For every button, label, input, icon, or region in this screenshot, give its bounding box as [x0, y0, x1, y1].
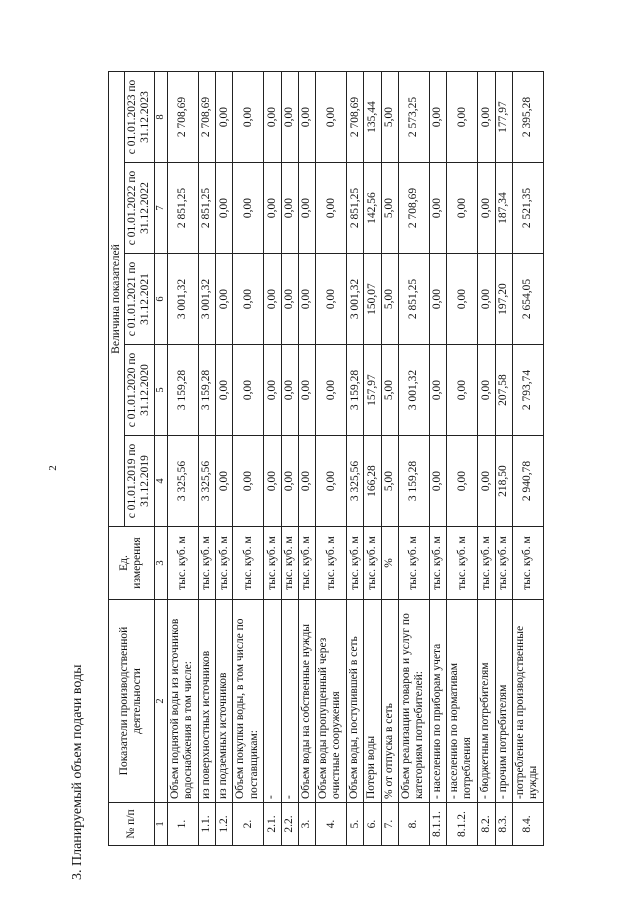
- column-index: 6: [154, 254, 167, 345]
- value-cell: 0,00: [264, 436, 281, 527]
- value-cell: 3 325,56: [347, 436, 364, 527]
- value-cell: 0,00: [281, 436, 298, 527]
- value-cell: 142,56: [364, 163, 381, 254]
- indicator-name: Потери воды: [364, 600, 381, 803]
- indicator-name: Объем воды, поступившей в сеть: [347, 600, 364, 803]
- table-row: [381, 72, 398, 846]
- indicator-name: Объем покупки воды, в том числе по поставщикам:: [233, 600, 264, 803]
- page-number: 2: [46, 465, 59, 471]
- unit-cell: тыс. куб. м: [447, 527, 478, 600]
- value-cell: 0,00: [447, 436, 478, 527]
- value-cell: 2 851,25: [347, 163, 364, 254]
- value-cell: 3 159,28: [167, 345, 198, 436]
- value-cell: 0,00: [216, 345, 233, 436]
- unit-cell: тыс. куб. м: [233, 527, 264, 600]
- table-row: [316, 72, 347, 846]
- value-cell: 0,00: [264, 72, 281, 163]
- value-cell: 3 159,28: [198, 345, 215, 436]
- table-row: [495, 72, 512, 846]
- indicator-name: - прочим потребителям: [495, 600, 512, 803]
- indicator-name: - населению по нормативам потребления: [447, 600, 478, 803]
- value-cell: 0,00: [478, 436, 495, 527]
- row-number: 8.1.1.: [429, 803, 446, 846]
- value-cell: 0,00: [447, 163, 478, 254]
- value-cell: 0,00: [281, 345, 298, 436]
- column-index: 8: [154, 72, 167, 163]
- value-cell: 0,00: [429, 345, 446, 436]
- value-cell: 0,00: [281, 163, 298, 254]
- indicator-name: Объем поднятой воды из источников водоснабжения в том числе:: [167, 600, 198, 803]
- value-cell: 5,00: [381, 436, 398, 527]
- value-cell: 150,07: [364, 254, 381, 345]
- value-cell: 0,00: [447, 345, 478, 436]
- value-cell: 197,20: [495, 254, 512, 345]
- value-cell: 3 001,32: [347, 254, 364, 345]
- table-row: [364, 72, 381, 846]
- value-cell: 5,00: [381, 345, 398, 436]
- value-cell: 0,00: [429, 254, 446, 345]
- rotated-table-container: [108, 72, 544, 846]
- row-number: 1.1.: [198, 803, 215, 846]
- value-cell: 0,00: [298, 163, 315, 254]
- row-number: 2.1.: [264, 803, 281, 846]
- unit-cell: тыс. куб. м: [216, 527, 233, 600]
- table-row: [429, 72, 446, 846]
- indicator-name: -потребление на производственные нужды: [512, 600, 543, 803]
- value-cell: 187,34: [495, 163, 512, 254]
- unit-cell: тыс. куб. м: [298, 527, 315, 600]
- value-cell: 0,00: [316, 436, 347, 527]
- value-cell: 0,00: [429, 163, 446, 254]
- indicator-name: из подземных источников: [216, 600, 233, 803]
- value-cell: 3 159,28: [347, 345, 364, 436]
- value-cell: 0,00: [264, 163, 281, 254]
- unit-cell: тыс. куб. м: [512, 527, 543, 600]
- value-cell: 0,00: [316, 163, 347, 254]
- indicator-name: - населению по приборам учета: [429, 600, 446, 803]
- indicator-name: -: [264, 600, 281, 803]
- row-number: 7.: [381, 803, 398, 846]
- table-row: [264, 72, 281, 846]
- row-number: 8.3.: [495, 803, 512, 846]
- value-cell: 0,00: [216, 163, 233, 254]
- table-row: [233, 72, 264, 846]
- row-number: 2.: [233, 803, 264, 846]
- unit-cell: тыс. куб. м: [167, 527, 198, 600]
- table-body: [167, 72, 543, 846]
- value-cell: 2 851,25: [167, 163, 198, 254]
- row-number: 3.: [298, 803, 315, 846]
- column-index: 4: [154, 436, 167, 527]
- value-cell: 2 395,28: [512, 72, 543, 163]
- header-unit: Ед. измерения: [109, 527, 155, 600]
- unit-cell: тыс. куб. м: [264, 527, 281, 600]
- value-cell: 2 851,25: [198, 163, 215, 254]
- value-cell: 2 793,74: [512, 345, 543, 436]
- value-cell: 2 940,78: [512, 436, 543, 527]
- indicator-name: Объем воды пропущенный через очистные сооружения: [316, 600, 347, 803]
- table-row: [447, 72, 478, 846]
- unit-cell: тыс. куб. м: [429, 527, 446, 600]
- value-cell: 0,00: [429, 72, 446, 163]
- value-cell: 0,00: [298, 254, 315, 345]
- value-cell: 0,00: [264, 345, 281, 436]
- value-cell: 3 001,32: [167, 254, 198, 345]
- value-cell: 0,00: [281, 254, 298, 345]
- unit-cell: %: [381, 527, 398, 600]
- value-cell: 0,00: [233, 72, 264, 163]
- value-cell: 0,00: [233, 163, 264, 254]
- value-cell: 0,00: [233, 436, 264, 527]
- value-cell: 2 654,05: [512, 254, 543, 345]
- row-number: 8.4.: [512, 803, 543, 846]
- table-row: [512, 72, 543, 846]
- unit-cell: тыс. куб. м: [198, 527, 215, 600]
- value-cell: 0,00: [298, 72, 315, 163]
- indicator-name: из поверхностных источников: [198, 600, 215, 803]
- unit-cell: тыс. куб. м: [398, 527, 429, 600]
- row-number: 4.: [316, 803, 347, 846]
- table-row: [398, 72, 429, 846]
- table-row: [298, 72, 315, 846]
- value-cell: 0,00: [478, 254, 495, 345]
- table-row: [167, 72, 198, 846]
- header-period: с 01.01.2020 по 31.12.2020: [125, 345, 154, 436]
- value-cell: 0,00: [233, 345, 264, 436]
- header-period: с 01.01.2021 по 31.12.2021: [125, 254, 154, 345]
- column-index: 7: [154, 163, 167, 254]
- header-period: с 01.01.2019 по 31.12.2019: [125, 436, 154, 527]
- value-cell: 0,00: [233, 254, 264, 345]
- unit-cell: тыс. куб. м: [478, 527, 495, 600]
- value-cell: 135,44: [364, 72, 381, 163]
- row-number: 6.: [364, 803, 381, 846]
- value-cell: 166,28: [364, 436, 381, 527]
- value-cell: 5,00: [381, 163, 398, 254]
- value-cell: 0,00: [478, 163, 495, 254]
- value-cell: 0,00: [316, 254, 347, 345]
- column-index: 2: [154, 600, 167, 803]
- value-cell: 3 001,32: [398, 345, 429, 436]
- value-cell: 0,00: [216, 254, 233, 345]
- value-cell: 3 159,28: [398, 436, 429, 527]
- table-row: [216, 72, 233, 846]
- section-title: 3. Планируемый объем подачи воды: [70, 664, 85, 880]
- value-cell: 0,00: [298, 436, 315, 527]
- value-cell: 218,50: [495, 436, 512, 527]
- value-cell: 0,00: [298, 345, 315, 436]
- column-index: 5: [154, 345, 167, 436]
- table-row: [198, 72, 215, 846]
- value-cell: 3 325,56: [167, 436, 198, 527]
- row-number: 2.2.: [281, 803, 298, 846]
- header-indicator: Показатели производственной деятельности: [109, 600, 155, 803]
- value-cell: 0,00: [216, 72, 233, 163]
- table-row: [347, 72, 364, 846]
- indicator-name: % от отпуска в сеть: [381, 600, 398, 803]
- value-cell: 157,97: [364, 345, 381, 436]
- indicator-name: Объем воды на собственные нужды: [298, 600, 315, 803]
- row-number: 8.1.2.: [447, 803, 478, 846]
- value-cell: 3 001,32: [198, 254, 215, 345]
- unit-cell: тыс. куб. м: [347, 527, 364, 600]
- table-row: [478, 72, 495, 846]
- unit-cell: тыс. куб. м: [316, 527, 347, 600]
- value-cell: 5,00: [381, 254, 398, 345]
- column-index: 3: [154, 527, 167, 600]
- value-cell: 177,97: [495, 72, 512, 163]
- value-cell: 2 521,35: [512, 163, 543, 254]
- value-cell: 2 708,69: [398, 163, 429, 254]
- indicator-name: Объем реализации товаров и услуг по категориям потребителей:: [398, 600, 429, 803]
- row-number: 1.: [167, 803, 198, 846]
- value-cell: 2 708,69: [198, 72, 215, 163]
- value-cell: 0,00: [447, 72, 478, 163]
- water-supply-table: [108, 71, 544, 846]
- header-num: № п/п: [109, 803, 155, 846]
- value-cell: 0,00: [216, 436, 233, 527]
- value-cell: 0,00: [429, 436, 446, 527]
- value-cell: 0,00: [478, 345, 495, 436]
- value-cell: 2 573,25: [398, 72, 429, 163]
- header-period: с 01.01.2023 по 31.12.2023: [125, 72, 154, 163]
- value-cell: 207,58: [495, 345, 512, 436]
- unit-cell: тыс. куб. м: [364, 527, 381, 600]
- row-number: 5.: [347, 803, 364, 846]
- indicator-name: - бюджетным потребителям: [478, 600, 495, 803]
- row-number: 8.2.: [478, 803, 495, 846]
- value-cell: 0,00: [316, 345, 347, 436]
- value-cell: 2 708,69: [167, 72, 198, 163]
- column-index: 1: [154, 803, 167, 846]
- header-values-group: Величина показателей: [109, 72, 125, 527]
- value-cell: 0,00: [447, 254, 478, 345]
- indicator-name: -: [281, 600, 298, 803]
- value-cell: 5,00: [381, 72, 398, 163]
- value-cell: 2 708,69: [347, 72, 364, 163]
- value-cell: 2 851,25: [398, 254, 429, 345]
- value-cell: 0,00: [316, 72, 347, 163]
- row-number: 8.: [398, 803, 429, 846]
- value-cell: 0,00: [478, 72, 495, 163]
- table-row: [281, 72, 298, 846]
- unit-cell: тыс. куб. м: [495, 527, 512, 600]
- row-number: 1.2.: [216, 803, 233, 846]
- value-cell: 3 325,56: [198, 436, 215, 527]
- header-period: с 01.01.2022 по 31.12.2022: [125, 163, 154, 254]
- value-cell: 0,00: [264, 254, 281, 345]
- value-cell: 0,00: [281, 72, 298, 163]
- unit-cell: тыс. куб. м: [281, 527, 298, 600]
